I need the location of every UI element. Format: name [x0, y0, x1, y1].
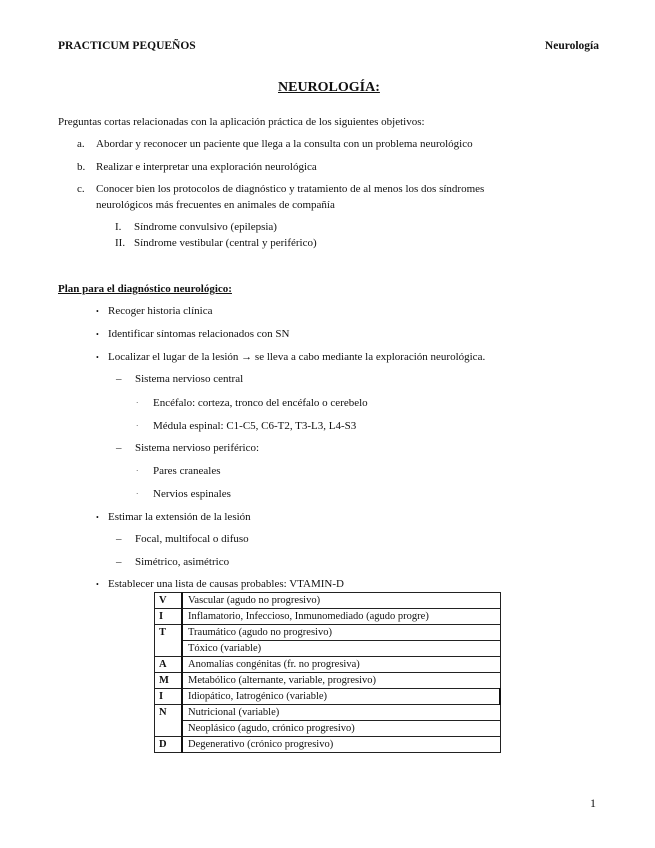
header-left: PRACTICUM PEQUEÑOS — [58, 40, 196, 52]
vtamin-description: Nutricional (variable) — [182, 705, 500, 721]
vtamin-letter: M — [155, 673, 183, 689]
table-row — [155, 721, 501, 737]
bullet-4-glyph: • — [96, 513, 99, 522]
vtamin-letter: I — [155, 609, 183, 625]
table-row — [155, 657, 501, 673]
vtamin-description: Degenerativo (crónico progresivo) — [182, 737, 500, 753]
plan-sub-pns: Sistema nervioso periférico: — [135, 442, 260, 454]
objective-a-text: Abordar y reconocer un paciente que llega a la consulta con un problema neurológico — [96, 138, 473, 150]
vtamin-description: Anomalías congénitas (fr. no progresiva) — [182, 657, 500, 673]
vtamin-letter: A — [155, 657, 183, 673]
syndrome-1-text: Síndrome convulsivo (epilepsia) — [134, 221, 277, 233]
bullet-5-glyph: • — [96, 580, 99, 589]
objective-a-marker: a. — [77, 138, 85, 150]
vtamin-description: Idiopático, Iatrogénico (variable) — [182, 689, 500, 705]
vtamin-letter: I — [155, 689, 183, 705]
vtamin-letter: D — [155, 737, 183, 753]
vtamin-description: Tóxico (variable) — [182, 641, 500, 657]
vtamin-description: Vascular (agudo no progresivo) — [182, 593, 500, 609]
dot-2-glyph: · — [136, 422, 139, 430]
plan-sub-symmetry: Simétrico, asimétrico — [135, 556, 230, 568]
dot-1-glyph: · — [136, 399, 139, 407]
dash-2-glyph: – — [116, 442, 122, 454]
vtamin-description: Neoplásico (agudo, crónico progresivo) — [182, 721, 500, 737]
objective-c-text-continued: neurológicos más frecuentes en animales de compañía — [96, 199, 335, 211]
plan-item-history: Recoger historia clínica — [108, 305, 213, 317]
table-row — [155, 641, 501, 657]
table-row — [155, 705, 501, 721]
bullet-2-glyph: • — [96, 330, 99, 339]
table-row — [155, 593, 501, 609]
objective-b-marker: b. — [77, 161, 86, 173]
syndrome-2-marker: II. — [115, 237, 126, 249]
plan-sub-spinal-cord: Médula espinal: C1-C5, C6-T2, T3-L3, L4-S3 — [153, 420, 357, 432]
vtamin-description: Metabólico (alternante, variable, progresivo) — [182, 673, 500, 689]
dot-4-glyph: · — [136, 490, 139, 498]
intro-text: Preguntas cortas relacionadas con la aplicación práctica de los siguientes objetivos: — [58, 116, 425, 128]
bullet-1-glyph: • — [96, 307, 99, 316]
dot-3-glyph: · — [136, 467, 139, 475]
table-row — [155, 609, 501, 625]
vtamin-letter: N — [155, 705, 183, 721]
page-title: NEUROLOGÍA: — [278, 80, 380, 95]
header-right: Neurología — [544, 40, 599, 52]
dash-1-glyph: – — [116, 373, 122, 385]
plan-title: Plan para el diagnóstico neurológico: — [58, 283, 232, 295]
objective-c-marker: c. — [77, 183, 85, 195]
vtamin-letter — [155, 721, 183, 737]
bullet-3-glyph: • — [96, 353, 99, 362]
vtamin-letter — [155, 641, 183, 657]
table-row — [155, 673, 501, 689]
vtamin-letter: V — [155, 593, 183, 609]
table-row — [155, 689, 501, 705]
plan-sub-encephalon: Encéfalo: corteza, tronco del encéfalo o cerebelo — [153, 397, 368, 409]
page-number: 1 — [590, 796, 596, 810]
plan-sub-cranial-nerves: Pares craneales — [153, 465, 221, 477]
vtamin-description: Traumático (agudo no progresivo) — [182, 625, 500, 641]
plan-item-extent: Estimar la extensión de la lesión — [108, 511, 251, 523]
table-row — [155, 737, 501, 753]
table-row — [155, 625, 501, 641]
syndrome-1-marker: I. — [115, 221, 122, 233]
objective-b-text: Realizar e interpretar una exploración neurológica — [96, 161, 317, 173]
dash-4-glyph: – — [116, 556, 122, 568]
dash-3-glyph: – — [116, 533, 122, 545]
syndrome-2-text: Síndrome vestibular (central y periférico) — [134, 237, 317, 249]
plan-item-causes: Establecer una lista de causas probables: VTAMIN-D — [108, 578, 344, 590]
plan-sub-focal: Focal, multifocal o difuso — [135, 533, 249, 545]
vtamin-letter: T — [155, 625, 183, 641]
plan-item-localize: Localizar el lugar de la lesión → se lleva a cabo mediante la exploración neurológica. — [108, 351, 486, 363]
plan-sub-cns: Sistema nervioso central — [135, 373, 244, 385]
vtamin-description: Inflamatorio, Infeccioso, Inmunomediado (agudo progre) — [182, 609, 500, 625]
objective-c-text: Conocer bien los protocolos de diagnóstico y tratamiento de al menos los dos síndromes — [96, 183, 485, 195]
plan-item-symptoms: Identificar síntomas relacionados con SN — [108, 328, 290, 340]
plan-sub-spinal-nerves: Nervios espinales — [153, 488, 231, 500]
vtamin-table — [154, 592, 501, 753]
